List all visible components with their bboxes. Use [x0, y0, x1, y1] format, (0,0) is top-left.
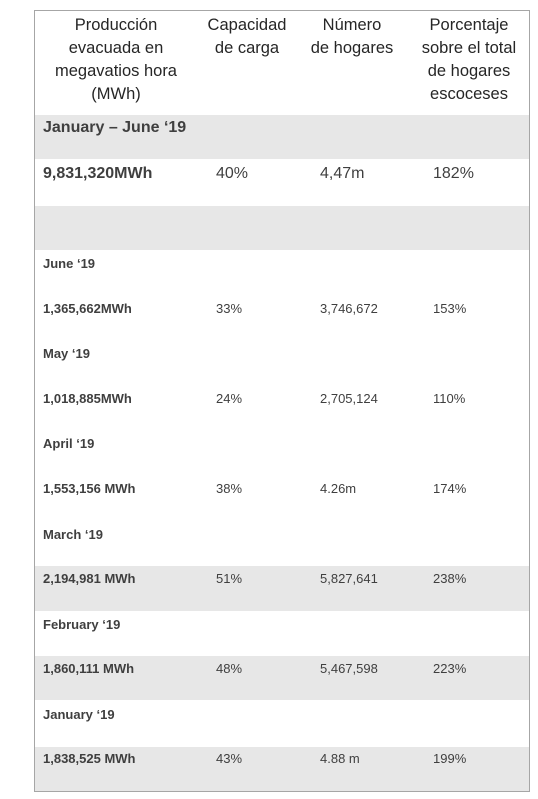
header-capacity-text: Capacidad de carga [207, 16, 287, 57]
summary-homes: 4,47m [320, 165, 365, 182]
header-production [35, 14, 197, 106]
homes-cell: 5,827,641 [320, 571, 378, 586]
capacity-cell: 43% [216, 751, 243, 766]
capacity-cell: 38% [216, 481, 243, 496]
band-spacer [35, 206, 529, 250]
production-cell: 1,553,156 MWh [43, 481, 136, 496]
header-percentage [407, 14, 531, 106]
table-row [35, 748, 529, 770]
month-label-january: January ‘19 [43, 707, 115, 722]
data-table [34, 10, 530, 792]
homes-cell: 2,705,124 [320, 391, 378, 406]
header-capacity [197, 14, 297, 60]
homes-cell: 4.26m [320, 481, 357, 496]
summary-capacity: 40% [216, 165, 249, 182]
production-cell: 1,838,525 MWh [43, 751, 136, 766]
capacity-cell: 24% [216, 391, 243, 406]
percentage-cell: 174% [433, 481, 467, 496]
production-cell: 1,860,111 MWh [43, 661, 135, 676]
homes-cell: 5,467,598 [320, 661, 378, 676]
capacity-cell: 51% [216, 571, 243, 586]
percentage-cell: 223% [433, 661, 467, 676]
table-row [35, 478, 529, 500]
percentage-cell: 238% [433, 571, 467, 586]
table-row [35, 298, 529, 320]
summary-production: 9,831,320MWh [43, 165, 153, 182]
production-cell: 2,194,981 MWh [43, 571, 136, 586]
capacity-cell: 33% [216, 301, 243, 316]
month-label-may: May ‘19 [43, 346, 90, 361]
homes-cell: 3,746,672 [320, 301, 378, 316]
month-label-april: April ‘19 [43, 436, 95, 451]
header-percentage-text: Porcentaje sobre el total de hogares escoceses [421, 16, 517, 103]
capacity-cell: 48% [216, 661, 243, 676]
production-cell: 1,365,662MWh [43, 301, 132, 316]
month-label-june: June ‘19 [43, 256, 96, 271]
production-cell: 1,018,885MWh [43, 391, 132, 406]
header-production-text: Producción evacuada en megavatios hora (MWh) [55, 16, 177, 103]
homes-cell: 4.88 m [320, 751, 360, 766]
table-row [35, 568, 529, 590]
summary-row [35, 163, 529, 185]
percentage-cell: 199% [433, 751, 467, 766]
header-homes-text: Número de hogares [310, 16, 394, 57]
month-label-february: February ‘19 [43, 617, 121, 632]
table-row [35, 388, 529, 410]
table-row [35, 658, 529, 680]
summary-period: January – June ‘19 [43, 119, 187, 136]
header-homes [297, 14, 407, 60]
summary-percentage: 182% [433, 165, 474, 182]
percentage-cell: 153% [433, 301, 467, 316]
month-label-march: March ‘19 [43, 527, 103, 542]
percentage-cell: 110% [433, 391, 466, 406]
